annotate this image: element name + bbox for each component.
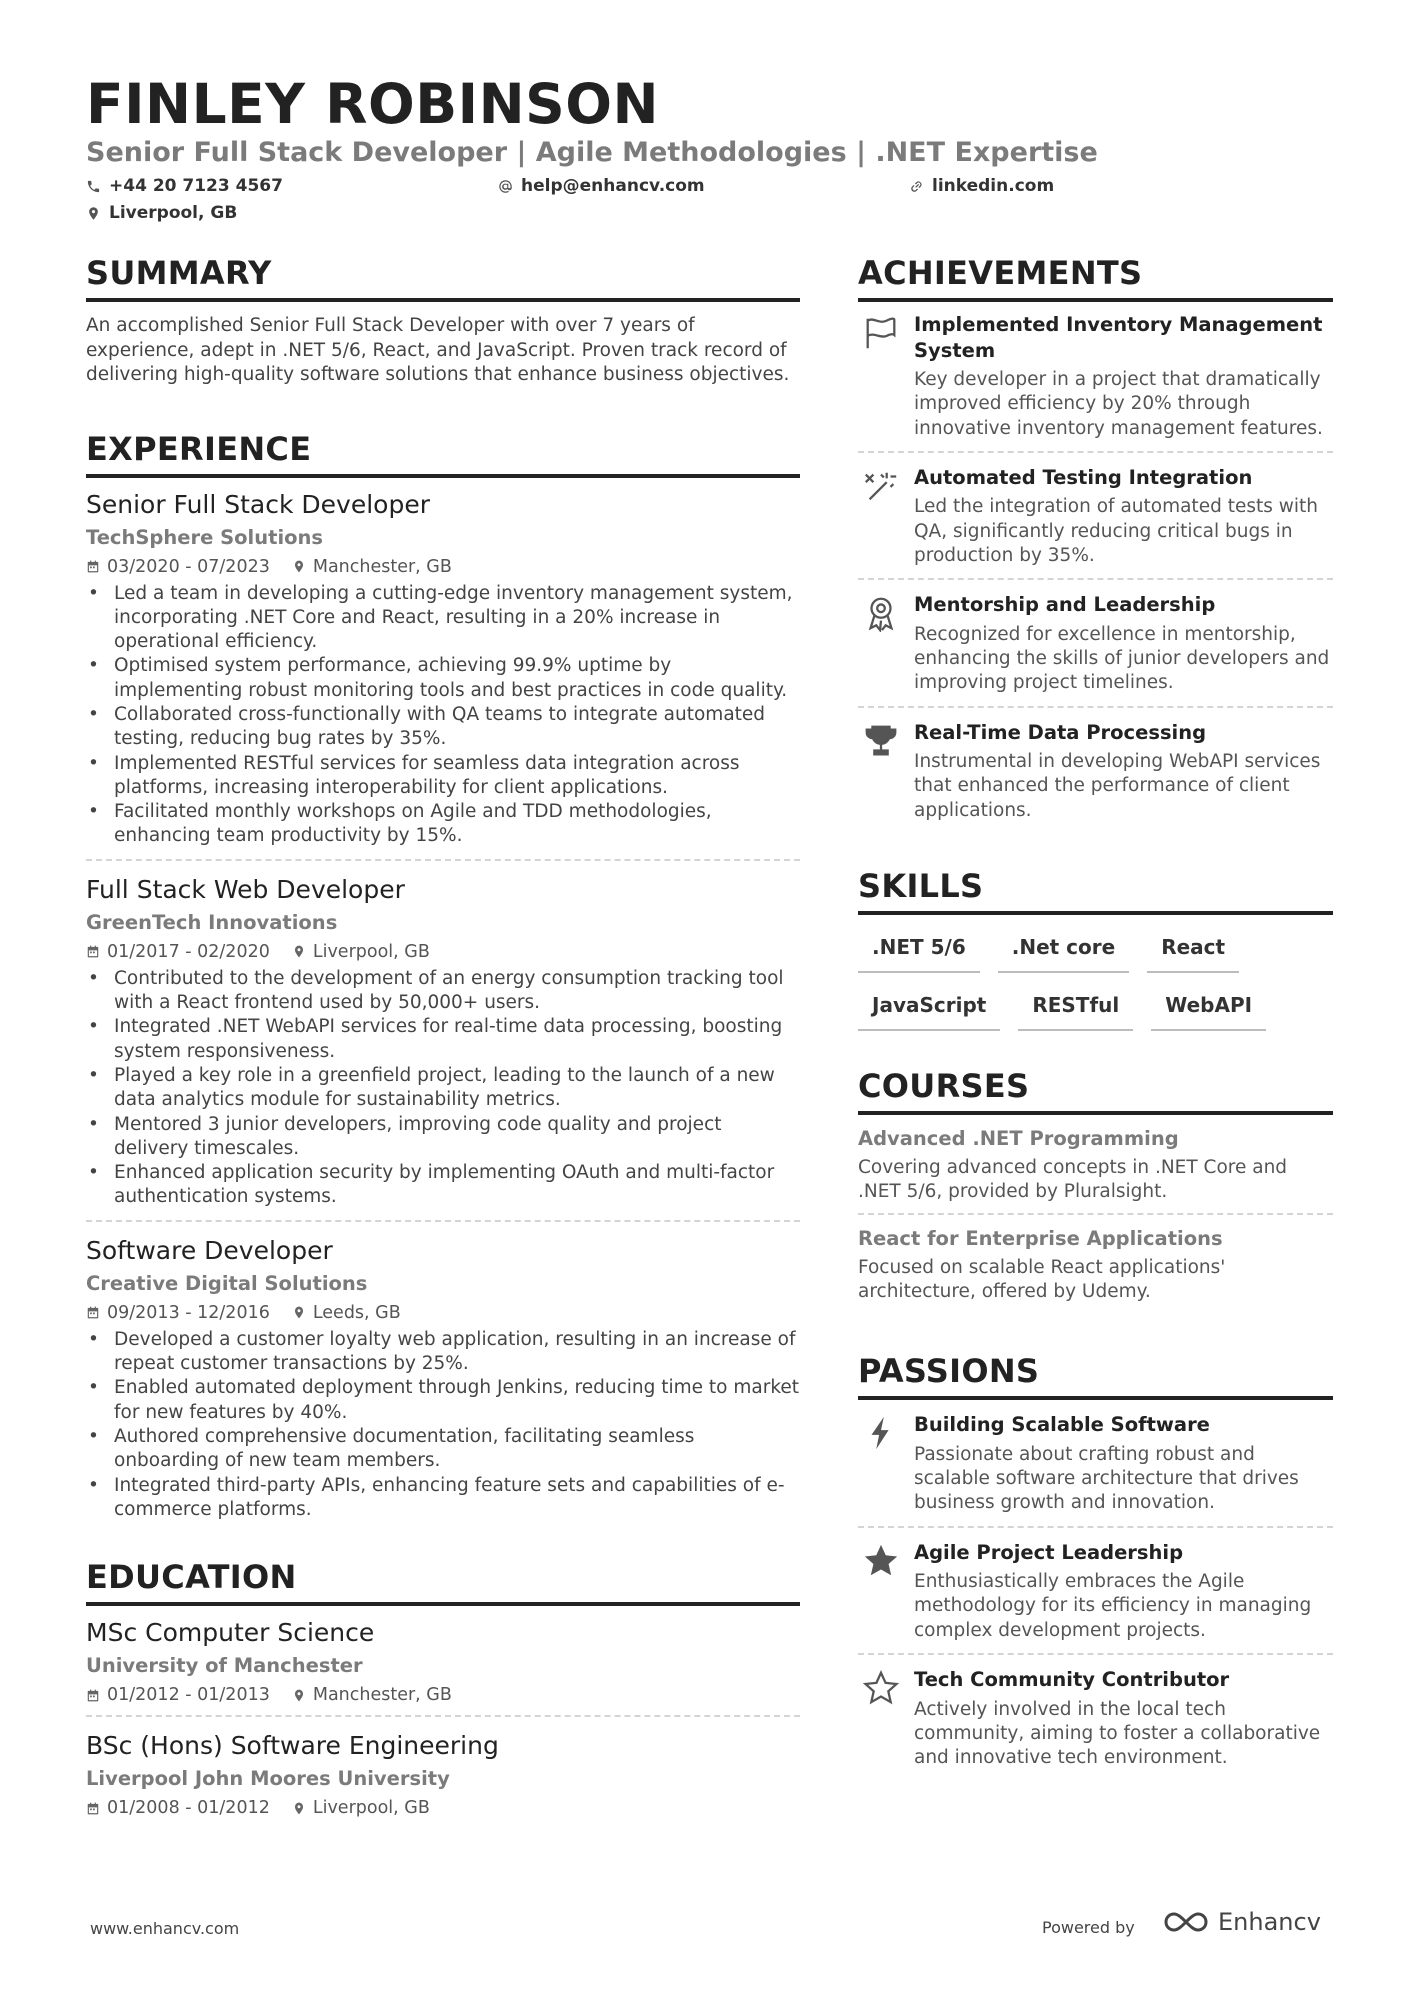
dates-text: 03/2020 - 07/2023 (107, 556, 270, 577)
achievement-body (914, 592, 1333, 695)
bullet-item: • Implemented RESTful services for seamless data integration across platforms, increasing interoperability for client applications. (86, 752, 800, 801)
education-meta (86, 1798, 800, 1818)
achievement-body (914, 720, 1333, 823)
passion-icon-wrap (858, 1540, 914, 1643)
location-text: Manchester, GB (312, 1685, 452, 1706)
passion-desc: Actively involved in the local tech community, aiming to foster a collaborative and innovative tech environment. (914, 1698, 1321, 1769)
at-icon (498, 179, 513, 194)
star-icon (862, 1542, 900, 1580)
job-meta (86, 942, 800, 962)
passion-item (858, 1400, 1333, 1525)
calendar-icon (86, 944, 100, 959)
dates-text: 09/2013 - 12/2016 (107, 1302, 270, 1323)
phone-text: +44 20 7123 4567 (109, 176, 283, 196)
skill-tag: .Net core (998, 929, 1129, 973)
passion-title: Agile Project Leadership (914, 1540, 1184, 1564)
education-location (292, 1798, 430, 1818)
bullet-item: • Facilitated monthly workshops on Agile and TDD methodologies, enhancing team productivity by 15%. (86, 800, 800, 849)
passion-item (858, 1655, 1333, 1780)
bullet-item: • Led a team in developing a cutting-edge inventory management system, incorporating .NET Core and React, resulting in a 20% increase in operational efficiency. (86, 582, 800, 655)
achievement-item (858, 708, 1333, 833)
job-location (292, 1303, 401, 1323)
candidate-title: Senior Full Stack Developer | Agile Methodologies | .NET Expertise (86, 137, 1098, 168)
achievement-title: Automated Testing Integration (914, 465, 1253, 489)
education-meta (86, 1685, 800, 1705)
bullet-item: • Integrated .NET WebAPI services for real-time data processing, boosting system responsiveness. (86, 1015, 800, 1064)
education-entry (86, 1606, 800, 1717)
link-icon (909, 179, 924, 194)
education-entry (86, 1717, 800, 1818)
bullet-item: • Enhanced application security by implementing OAuth and multi-factor authentication systems. (86, 1161, 800, 1210)
course-item (858, 1215, 1333, 1313)
footer-powered-by: Powered by (1042, 1918, 1135, 1937)
skill-tag: RESTful (1018, 987, 1133, 1031)
passion-icon-wrap (858, 1412, 914, 1515)
achievement-body (914, 465, 1333, 568)
courses-heading: COURSES (858, 1067, 1333, 1115)
right-column (858, 254, 1333, 1780)
company-name: TechSphere Solutions (86, 525, 324, 549)
skill-tag: .NET 5/6 (858, 929, 980, 973)
bullet-item: • Mentored 3 junior developers, improving code quality and project delivery timescales. (86, 1113, 800, 1162)
experience-entry (86, 861, 800, 1222)
course-item (858, 1115, 1333, 1213)
location-text: Liverpool, GB (312, 1798, 430, 1819)
location-text: Manchester, GB (312, 556, 452, 577)
footer-website[interactable]: www.enhancv.com (90, 1919, 240, 1938)
skill-tag: JavaScript (858, 987, 1000, 1031)
dates-text: 01/2017 - 02/2020 (107, 941, 270, 962)
location-pin-icon (86, 206, 101, 221)
company-name: GreenTech Innovations (86, 910, 338, 934)
achievement-body (914, 312, 1333, 441)
left-column (86, 254, 800, 1818)
infinity-logo-icon (1162, 1909, 1210, 1935)
contact-website[interactable] (909, 176, 1054, 196)
phone-icon (86, 179, 101, 194)
star-outline-icon (862, 1669, 900, 1707)
job-dates (86, 557, 270, 577)
achievements-heading: ACHIEVEMENTS (858, 254, 1333, 302)
experience-heading: EXPERIENCE (86, 430, 800, 478)
location-pin-icon (292, 559, 306, 574)
course-desc: Focused on scalable React applications' architecture, offered by Udemy. (858, 1256, 1226, 1302)
contact-phone (86, 176, 283, 196)
job-title: Full Stack Web Developer (86, 874, 405, 904)
education-dates (86, 1798, 270, 1818)
location-pin-icon (292, 1305, 306, 1320)
achievement-desc: Recognized for excellence in mentorship, enhancing the skills of junior developers and improving project timelines. (914, 623, 1330, 694)
bullet-item: • Played a key role in a greenfield project, leading to the launch of a new data analytics module for sustainability metrics. (86, 1064, 800, 1113)
job-meta (86, 557, 800, 577)
award-icon (862, 594, 900, 632)
dates-text: 01/2012 - 01/2013 (107, 1685, 270, 1706)
education-location (292, 1685, 452, 1705)
contact-location (86, 203, 237, 223)
bullet-item: • Authored comprehensive documentation, facilitating seamless onboarding of new team members. (86, 1425, 800, 1474)
achievement-desc: Instrumental in developing WebAPI services that enhanced the performance of client applications. (914, 751, 1321, 821)
candidate-name: FINLEY ROBINSON (86, 72, 660, 136)
skill-tag: WebAPI (1151, 987, 1266, 1031)
calendar-icon (86, 559, 100, 574)
degree-title: MSc Computer Science (86, 1618, 375, 1648)
experience-entry (86, 478, 800, 861)
education-heading: EDUCATION (86, 1558, 800, 1606)
skills-heading: SKILLS (858, 867, 1333, 915)
enhancv-logo[interactable] (1162, 1908, 1321, 1936)
achievement-title: Real-Time Data Processing (914, 720, 1207, 744)
achievement-title: Mentorship and Leadership (914, 593, 1216, 617)
course-title: Advanced .NET Programming (858, 1127, 1179, 1151)
skill-tag: React (1147, 929, 1239, 973)
email-text: help@enhancv.com (521, 176, 705, 196)
location-text: Leeds, GB (312, 1302, 401, 1323)
contact-email[interactable] (498, 176, 705, 196)
summary-text: An accomplished Senior Full Stack Developer with over 7 years of experience, adept in .NET 5/6, React, and JavaScript. Proven track record of delivering high-quality software solutions that enhance business objectives. (86, 315, 790, 385)
bullet-item: • Enabled automated deployment through Jenkins, reducing time to market for new features by 40%. (86, 1376, 800, 1425)
location-pin-icon (292, 944, 306, 959)
location-text: Liverpool, GB (109, 203, 238, 223)
job-dates (86, 1303, 270, 1323)
passions-heading: PASSIONS (858, 1352, 1333, 1400)
achievement-title: Implemented Inventory Management System (914, 313, 1323, 362)
passion-title: Tech Community Contributor (914, 1668, 1230, 1692)
calendar-icon (86, 1305, 100, 1320)
school-name: University of Manchester (86, 1654, 363, 1678)
passion-title: Building Scalable Software (914, 1413, 1210, 1437)
bullet-item: • Contributed to the development of an energy consumption tracking tool with a React frontend used by 50,000+ users. (86, 967, 800, 1016)
achievement-icon-wrap (858, 592, 914, 695)
magic-wand-icon (862, 467, 900, 505)
achievement-item (858, 302, 1333, 451)
skills-list (858, 929, 1333, 1045)
trophy-icon (862, 722, 900, 760)
course-desc: Covering advanced concepts in .NET Core and .NET 5/6, provided by Pluralsight. (858, 1157, 1288, 1203)
job-bullets (86, 967, 800, 1210)
passion-item (858, 1528, 1333, 1653)
job-dates (86, 942, 270, 962)
achievement-desc: Key developer in a project that dramatically improved efficiency by 20% through innovative inventory management features. (914, 369, 1323, 439)
bullet-item: • Developed a customer loyalty web application, resulting in an increase of repeat customer transactions by 25%. (86, 1328, 800, 1377)
location-pin-icon (292, 1801, 306, 1816)
achievement-icon-wrap (858, 312, 914, 441)
passion-icon-wrap (858, 1667, 914, 1770)
job-location (292, 942, 430, 962)
company-name: Creative Digital Solutions (86, 1271, 368, 1295)
bullet-item: • Collaborated cross-functionally with QA teams to integrate automated testing, reducing bug rates by 35%. (86, 703, 800, 752)
job-bullets (86, 1328, 800, 1522)
passion-body (914, 1540, 1333, 1643)
achievement-item (858, 580, 1333, 705)
passion-body (914, 1667, 1333, 1770)
lightning-icon (862, 1414, 900, 1452)
bullet-item: • Optimised system performance, achieving 99.9% uptime by implementing robust monitoring tools and best practices in code quality. (86, 654, 800, 703)
flag-icon (862, 314, 900, 352)
location-pin-icon (292, 1688, 306, 1703)
achievement-item (858, 453, 1333, 578)
calendar-icon (86, 1688, 100, 1703)
education-dates (86, 1685, 270, 1705)
dates-text: 01/2008 - 01/2012 (107, 1798, 270, 1819)
achievement-desc: Led the integration of automated tests with QA, significantly reducing critical bugs in production by 35%. (914, 496, 1318, 566)
passion-desc: Passionate about crafting robust and scalable software architecture that drives business growth and innovation. (914, 1443, 1299, 1514)
location-text: Liverpool, GB (312, 941, 430, 962)
passion-body (914, 1412, 1333, 1515)
job-title: Senior Full Stack Developer (86, 489, 430, 519)
bullet-item: • Integrated third-party APIs, enhancing feature sets and capabilities of e-commerce platforms. (86, 1474, 800, 1523)
achievement-icon-wrap (858, 465, 914, 568)
school-name: Liverpool John Moores University (86, 1767, 450, 1791)
passion-desc: Enthusiastically embraces the Agile methodology for its efficiency in managing complex development projects. (914, 1571, 1312, 1641)
job-title: Software Developer (86, 1235, 333, 1265)
job-location (292, 557, 452, 577)
achievement-icon-wrap (858, 720, 914, 823)
brand-name: Enhancv (1218, 1908, 1321, 1936)
experience-entry (86, 1222, 800, 1522)
course-title: React for Enterprise Applications (858, 1226, 1223, 1250)
job-bullets (86, 582, 800, 849)
degree-title: BSc (Hons) Software Engineering (86, 1731, 499, 1761)
job-meta (86, 1303, 800, 1323)
summary-heading: SUMMARY (86, 254, 800, 302)
website-text: linkedin.com (932, 176, 1055, 196)
calendar-icon (86, 1801, 100, 1816)
